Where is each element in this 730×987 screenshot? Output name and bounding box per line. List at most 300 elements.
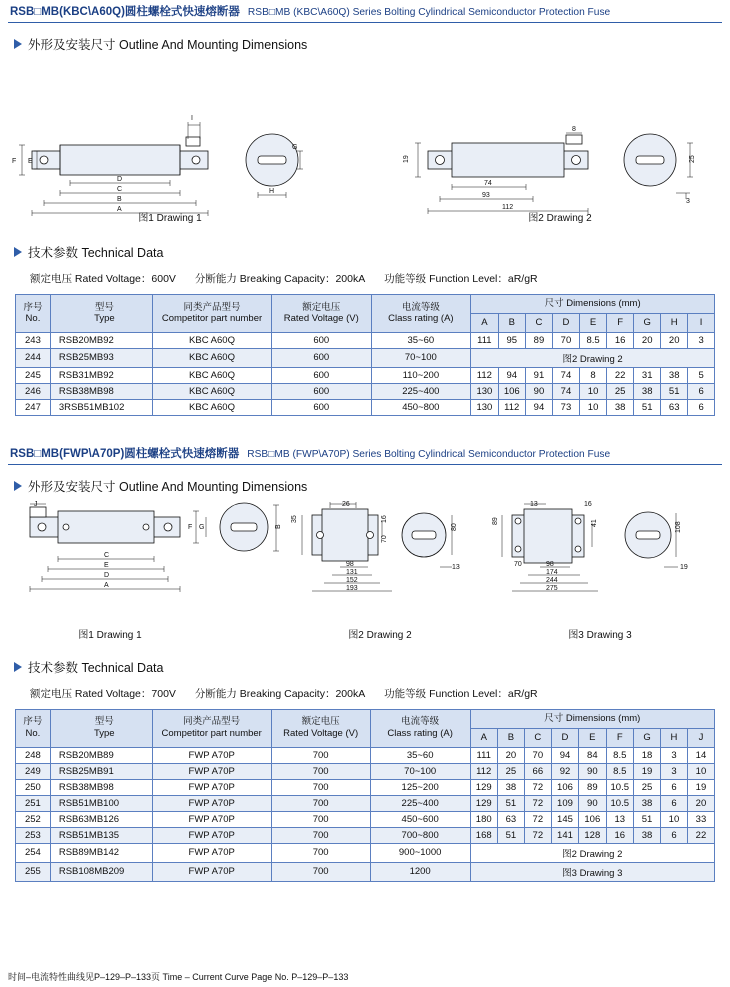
cell-current: 225~400 [371,383,471,399]
cell-competitor: FWP A70P [152,747,271,763]
cell-dim-a: 111 [471,332,498,348]
cell-competitor: FWP A70P [152,862,271,881]
cell-no: 246 [16,383,51,399]
cell-dim-f: 16 [607,332,634,348]
cell-no: 247 [16,399,51,415]
svg-text:70: 70 [381,534,388,543]
cell-competitor: KBC A60Q [152,399,271,415]
cell-dim-a: 180 [470,811,497,827]
cell-type: 3RSB51MB102 [50,399,152,415]
cell-current: 450~800 [371,399,471,415]
cell-dim-b: 51 [497,827,524,843]
technical-heading-label: 技术参数 Technical Data [28,660,164,675]
th-type [50,295,152,333]
cell-dim-e: 10 [579,383,606,399]
cell-dim-c: 90 [525,383,552,399]
svg-text:98: 98 [346,560,354,568]
th-comp-en: Competitor part number [161,313,263,325]
cell-drawing-note: 图3 Drawing 3 [470,862,714,881]
section-header-2 [8,442,722,465]
section-title-en: RSB□MB (FWP\A70P) Series Bolting Cylindrical Semiconductor Protection Fuse [247,448,611,460]
cell-voltage: 600 [272,348,371,367]
th-dimensions: 尺寸 Dimensions (mm) [471,295,715,314]
cell-dim-e: 8 [579,367,606,383]
th-no-en: No. [25,313,41,325]
cell-dim-b: 51 [497,795,524,811]
cell-dim-j: 20 [687,795,714,811]
cell-voltage: 700 [271,763,370,779]
table-row [16,747,715,763]
cell-dim-d: 74 [552,367,579,383]
technical-heading-1 [14,243,730,261]
th-dim-e: E [579,728,606,747]
cell-dim-a: 112 [470,763,497,779]
cell-competitor: FWP A70P [152,843,271,862]
cell-dim-h: 38 [661,367,688,383]
cell-competitor: KBC A60Q [152,348,271,367]
params-line-1 [30,271,730,286]
section-title-cn: RSB□MB(FWP\A70P)圆柱螺栓式快速熔断器 [10,447,240,460]
cell-dim-j: 10 [687,763,714,779]
svg-text:B: B [117,196,122,203]
cell-type: RSB31MB92 [50,367,152,383]
cell-dim-d: 74 [552,383,579,399]
svg-text:35: 35 [291,514,298,523]
th-competitor [152,709,271,747]
cell-no: 249 [16,763,51,779]
table-row [16,367,715,383]
cell-dim-d: 73 [552,399,579,415]
th-dim-g: G [634,728,661,747]
cell-dim-a: 129 [470,779,497,795]
th-type [50,709,152,747]
cell-dim-h: 6 [660,827,687,843]
svg-text:3: 3 [686,198,690,205]
svg-text:J: J [34,500,38,508]
cell-voltage: 600 [272,399,371,415]
param-breaking-capacity: 分断能力 Breaking Capacity：200kA [194,687,366,700]
th-dim-c: C [524,728,551,747]
cell-dim-b: 112 [498,399,525,415]
cell-current: 35~60 [370,747,470,763]
th-no-cn: 序号 [23,301,43,313]
cell-dim-c: 91 [525,367,552,383]
cell-competitor: FWP A70P [152,779,271,795]
table-row [16,383,715,399]
param-breaking-capacity: 分断能力 Breaking Capacity：200kA [194,273,366,285]
cell-voltage: 600 [272,383,371,399]
cell-type: RSB108MB209 [50,862,152,881]
cell-dim-g: 19 [634,763,661,779]
cell-dim-i: 6 [688,383,715,399]
svg-text:98: 98 [546,560,554,568]
svg-text:174: 174 [546,568,558,576]
svg-text:275: 275 [546,584,558,592]
th-dim-h: H [660,728,687,747]
svg-text:13: 13 [452,563,460,571]
cell-dim-f: 10.5 [606,795,634,811]
cell-dim-g: 25 [634,779,661,795]
th-voltage [272,295,371,333]
cell-no: 254 [16,843,51,862]
cell-drawing-note: 图2 Drawing 2 [471,348,715,367]
cell-voltage: 600 [272,332,371,348]
table-row [16,862,715,881]
cell-type: RSB63MB126 [50,811,152,827]
table-row [16,827,715,843]
svg-text:D: D [104,571,110,579]
cell-dim-b: 63 [497,811,524,827]
table-row [16,779,715,795]
table-header-row [16,295,715,314]
svg-text:16: 16 [584,500,592,508]
cell-type: RSB38MB98 [50,779,152,795]
cell-dim-a: 130 [471,399,498,415]
cell-dim-b: 94 [498,367,525,383]
th-volt-en: Rated Voltage (V) [283,313,359,325]
th-dim-f: F [607,313,634,332]
technical-heading-label: 技术参数 Technical Data [28,246,164,260]
svg-text:16: 16 [381,514,388,523]
cell-type: RSB20MB92 [50,332,152,348]
figure-caption-1: 图1 Drawing 1 [138,213,202,224]
cell-type: RSB89MB142 [50,843,152,862]
cell-competitor: KBC A60Q [152,367,271,383]
th-type-cn: 型号 [94,301,114,313]
svg-text:131: 131 [346,568,358,576]
cell-no: 250 [16,779,51,795]
svg-text:89: 89 [492,516,499,525]
cell-dim-g: 51 [634,399,661,415]
cell-current: 70~100 [371,348,471,367]
th-no [16,295,51,333]
cell-dim-b: 95 [498,332,525,348]
cell-dim-d: 94 [551,747,578,763]
th-amp-cn: 电流等级 [401,716,440,728]
cell-competitor: KBC A60Q [152,383,271,399]
cell-type: RSB20MB89 [50,747,152,763]
cell-dim-c: 72 [524,795,551,811]
svg-text:A: A [104,581,109,589]
table-row [16,399,715,415]
cell-drawing-note: 图2 Drawing 2 [470,843,714,862]
cell-dim-c: 89 [525,332,552,348]
cell-dim-b: 25 [497,763,524,779]
table-row [16,763,715,779]
table-row [16,332,715,348]
cell-current: 225~400 [370,795,470,811]
svg-text:F: F [12,158,17,165]
cell-dim-f: 8.5 [606,747,634,763]
svg-text:244: 244 [546,576,558,584]
drawing-figure-1-svg [0,59,730,213]
cell-type: RSB38MB98 [50,383,152,399]
th-dim-c: C [525,313,552,332]
cell-current: 35~60 [371,332,471,348]
th-no [16,709,51,747]
drawings-row-1 [0,59,730,227]
th-dim-d: D [551,728,578,747]
cell-dim-a: 112 [471,367,498,383]
section-title-cn: RSB□MB(KBC\A60Q)圆柱螺栓式快速熔断器 [10,6,240,18]
triangle-bullet-icon [14,481,22,491]
cell-dim-h: 63 [661,399,688,415]
cell-dim-h: 6 [660,779,687,795]
th-comp-cn: 同类产品型号 [183,716,241,728]
cell-dim-c: 72 [524,779,551,795]
figure-caption-2: 图2 Drawing 2 [348,629,412,641]
cell-voltage: 600 [272,367,371,383]
svg-text:152: 152 [346,576,358,584]
cell-dim-h: 3 [660,747,687,763]
params-line-2 [30,686,730,701]
svg-text:E: E [104,561,109,569]
cell-dim-e: 84 [579,747,606,763]
cell-dim-f: 13 [606,811,634,827]
figure-caption-2: 图2 Drawing 2 [528,213,592,224]
svg-text:19: 19 [403,155,410,163]
svg-text:H: H [269,188,275,195]
svg-text:25: 25 [689,155,696,163]
cell-dim-h: 3 [660,763,687,779]
th-competitor [152,295,271,333]
cell-dim-e: 8.5 [579,332,606,348]
th-dim-i: I [688,313,715,332]
param-function-level: 功能等级 Function Level：aR/gR [384,687,538,700]
svg-text:C: C [117,186,123,193]
cell-current: 125~200 [370,779,470,795]
cell-voltage: 700 [271,747,370,763]
cell-competitor: KBC A60Q [152,332,271,348]
cell-current: 1200 [370,862,470,881]
table-header-row [16,709,715,728]
th-no-en: No. [25,728,41,740]
cell-current: 450~600 [370,811,470,827]
svg-text:B: B [275,524,282,529]
cell-current: 900~1000 [370,843,470,862]
cell-dim-h: 10 [660,811,687,827]
th-type-cn: 型号 [94,716,114,728]
th-dim-j: J [687,728,714,747]
table-row [16,811,715,827]
svg-text:A: A [117,206,122,213]
svg-text:C: C [104,551,110,559]
cell-dim-b: 106 [498,383,525,399]
cell-current: 70~100 [370,763,470,779]
cell-dim-g: 20 [634,332,661,348]
th-dim-d: D [552,313,579,332]
cell-dim-d: 141 [551,827,578,843]
cell-dim-c: 70 [524,747,551,763]
th-type-en: Type [94,728,115,740]
cell-competitor: FWP A70P [152,763,271,779]
cell-dim-e: 128 [579,827,606,843]
cell-dim-f: 25 [607,383,634,399]
th-current [371,295,471,333]
section-title-en: RSB□MB (KBC\A60Q) Series Bolting Cylindrical Semiconductor Protection Fuse [247,7,611,18]
triangle-bullet-icon [14,39,22,49]
svg-text:G: G [292,144,298,151]
outline-heading-label: 外形及安装尺寸 Outline And Mounting Dimensions [28,479,308,494]
th-dim-f: F [606,728,634,747]
cell-type: RSB51MB100 [50,795,152,811]
cell-dim-c: 72 [524,811,551,827]
spec-table-2 [15,709,715,882]
cell-dim-d: 145 [551,811,578,827]
cell-voltage: 700 [271,795,370,811]
th-type-en: Type [94,313,115,325]
cell-no: 248 [16,747,51,763]
figure-caption-1: 图1 Drawing 1 [78,629,142,641]
cell-dim-h: 51 [661,383,688,399]
cell-competitor: FWP A70P [152,795,271,811]
cell-type: RSB25MB91 [50,763,152,779]
section-header-1 [8,0,722,23]
svg-text:E: E [28,158,33,165]
table-row [16,795,715,811]
svg-text:F: F [188,523,193,531]
svg-text:93: 93 [482,192,490,199]
cell-dim-i: 3 [688,332,715,348]
cell-current: 700~800 [370,827,470,843]
param-rated-voltage: 额定电压 Rated Voltage：600V [30,273,176,285]
drawing-figure-2-svg [0,501,730,626]
cell-dim-j: 19 [687,779,714,795]
cell-dim-e: 106 [579,811,606,827]
cell-no: 245 [16,367,51,383]
th-dim-b: B [498,313,525,332]
th-volt-cn: 额定电压 [302,301,341,313]
th-dim-b: B [497,728,524,747]
cell-dim-g: 18 [634,747,661,763]
th-dim-e: E [579,313,606,332]
table-row [16,843,715,862]
cell-voltage: 700 [271,862,370,881]
cell-dim-g: 38 [634,827,661,843]
technical-heading-2 [14,658,730,676]
cell-dim-h: 20 [661,332,688,348]
cell-no: 251 [16,795,51,811]
triangle-bullet-icon [14,247,22,257]
cell-dim-f: 38 [607,399,634,415]
cell-dim-j: 33 [687,811,714,827]
figure-caption-3: 图3 Drawing 3 [568,629,632,641]
cell-dim-h: 6 [660,795,687,811]
cell-no: 255 [16,862,51,881]
svg-text:13: 13 [530,500,538,508]
table-row [16,348,715,367]
cell-competitor: FWP A70P [152,827,271,843]
cell-dim-c: 72 [524,827,551,843]
cell-no: 243 [16,332,51,348]
th-dim-g: G [634,313,661,332]
cell-no: 253 [16,827,51,843]
cell-dim-a: 168 [470,827,497,843]
svg-text:112: 112 [502,204,514,211]
cell-dim-d: 92 [551,763,578,779]
outline-heading-label: 外形及安装尺寸 Outline And Mounting Dimensions [28,38,308,52]
param-function-level: 功能等级 Function Level：aR/gR [384,273,538,285]
cell-no: 244 [16,348,51,367]
svg-text:80: 80 [451,522,458,531]
cell-type: RSB25MB93 [50,348,152,367]
outline-heading-2 [14,477,730,495]
cell-no: 252 [16,811,51,827]
cell-dim-g: 51 [634,811,661,827]
svg-text:I: I [191,115,193,122]
cell-dim-d: 70 [552,332,579,348]
th-comp-cn: 同类产品型号 [183,301,241,313]
th-volt-cn: 额定电压 [301,716,340,728]
cell-current: 110~200 [371,367,471,383]
th-amp-en: Class rating (A) [387,728,453,740]
cell-dim-e: 90 [579,795,606,811]
cell-dim-b: 20 [497,747,524,763]
cell-dim-j: 22 [687,827,714,843]
th-current [370,709,470,747]
cell-dim-a: 129 [470,795,497,811]
footer-note: 时间–电流特性曲线见P–129–P–133页 Time – Current Curve Page No. P–129–P–133 [8,972,349,982]
svg-text:108: 108 [675,521,682,533]
cell-dim-d: 109 [551,795,578,811]
th-dim-a: A [470,728,497,747]
cell-dim-e: 89 [579,779,606,795]
th-dimensions: 尺寸 Dimensions (mm) [470,709,714,728]
cell-dim-g: 31 [634,367,661,383]
cell-dim-g: 38 [634,383,661,399]
th-dim-h: H [661,313,688,332]
cell-voltage: 700 [271,843,370,862]
cell-dim-e: 90 [579,763,606,779]
svg-text:74: 74 [484,180,492,187]
cell-dim-c: 94 [525,399,552,415]
param-rated-voltage: 额定电压 Rated Voltage：700V [30,687,176,700]
cell-dim-c: 66 [524,763,551,779]
cell-dim-f: 22 [607,367,634,383]
triangle-bullet-icon [14,662,22,672]
cell-dim-b: 38 [497,779,524,795]
cell-dim-f: 16 [606,827,634,843]
svg-text:41: 41 [591,518,598,527]
th-dim-a: A [471,313,498,332]
cell-voltage: 700 [271,779,370,795]
svg-text:D: D [117,176,123,183]
cell-dim-i: 6 [688,399,715,415]
cell-dim-j: 14 [687,747,714,763]
cell-dim-e: 10 [579,399,606,415]
th-amp-en: Class rating (A) [388,313,454,325]
cell-voltage: 700 [271,811,370,827]
cell-dim-f: 8.5 [606,763,634,779]
th-volt-en: Rated Voltage (V) [283,728,359,740]
cell-type: RSB51MB135 [50,827,152,843]
cell-dim-f: 10.5 [606,779,634,795]
cell-dim-d: 106 [551,779,578,795]
cell-dim-a: 111 [470,747,497,763]
cell-voltage: 700 [271,827,370,843]
cell-competitor: FWP A70P [152,811,271,827]
svg-text:19: 19 [680,563,688,571]
svg-text:8: 8 [572,126,576,133]
outline-heading-1 [14,35,730,53]
cell-dim-a: 130 [471,383,498,399]
spec-table-1 [15,294,715,416]
cell-dim-g: 38 [634,795,661,811]
svg-text:G: G [199,523,205,531]
svg-text:193: 193 [346,584,358,592]
th-amp-cn: 电流等级 [401,301,440,313]
drawings-row-2 [0,501,730,644]
